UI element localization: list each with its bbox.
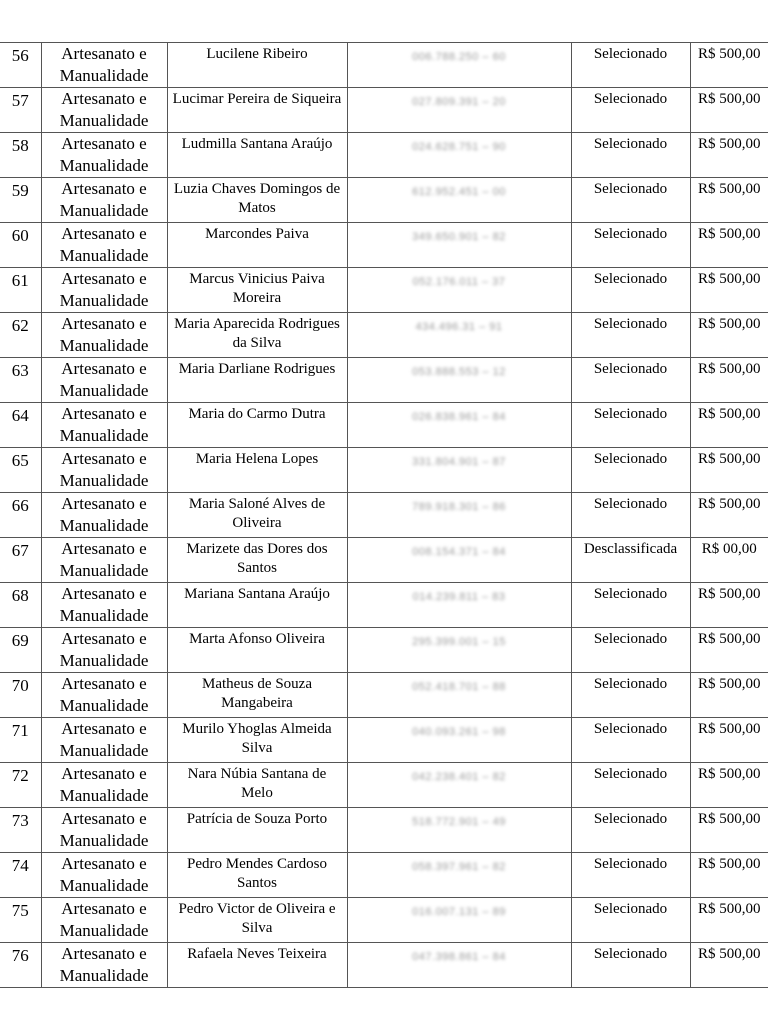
row-number: 73 (0, 808, 41, 853)
award-value: R$ 500,00 (690, 178, 768, 223)
category-cell: Artesanato e Manualidade (41, 628, 167, 673)
cpf-redacted (347, 358, 571, 403)
status-cell: Selecionado (571, 808, 690, 853)
results-table-body (0, 43, 768, 988)
status-cell: Selecionado (571, 43, 690, 88)
cpf-redacted (347, 943, 571, 988)
cpf-blurred-text: 349.650.901 – 82 (412, 231, 506, 243)
row-number: 68 (0, 583, 41, 628)
cpf-blurred-text: 058.397.961 – 82 (412, 861, 506, 873)
status-cell: Desclassificada (571, 538, 690, 583)
cpf-redacted (347, 403, 571, 448)
cpf-redacted (347, 853, 571, 898)
status-cell: Selecionado (571, 628, 690, 673)
status-cell: Selecionado (571, 448, 690, 493)
cpf-blurred-text: 052.418.701 – 88 (412, 681, 506, 693)
category-cell: Artesanato e Manualidade (41, 178, 167, 223)
status-cell: Selecionado (571, 223, 690, 268)
status-cell: Selecionado (571, 853, 690, 898)
applicant-name: Nara Núbia Santana de Melo (167, 763, 347, 808)
cpf-redacted (347, 133, 571, 178)
category-cell: Artesanato e Manualidade (41, 448, 167, 493)
category-cell: Artesanato e Manualidade (41, 538, 167, 583)
status-cell: Selecionado (571, 943, 690, 988)
status-cell: Selecionado (571, 763, 690, 808)
cpf-redacted (347, 268, 571, 313)
award-value: R$ 500,00 (690, 763, 768, 808)
cpf-redacted (347, 43, 571, 88)
table-row (0, 763, 768, 808)
table-row (0, 43, 768, 88)
applicant-name: Matheus de Souza Mangabeira (167, 673, 347, 718)
cpf-redacted (347, 763, 571, 808)
category-cell: Artesanato e Manualidade (41, 313, 167, 358)
row-number: 62 (0, 313, 41, 358)
cpf-redacted (347, 448, 571, 493)
award-value: R$ 500,00 (690, 673, 768, 718)
cpf-blurred-text: 047.398.861 – 84 (412, 951, 506, 963)
applicant-name: Lucilene Ribeiro (167, 43, 347, 88)
table-row (0, 403, 768, 448)
award-value: R$ 500,00 (690, 133, 768, 178)
cpf-blurred-text: 027.809.391 – 20 (412, 96, 506, 108)
status-cell: Selecionado (571, 403, 690, 448)
award-value: R$ 500,00 (690, 88, 768, 133)
cpf-blurred-text: 006.788.250 – 60 (412, 51, 506, 63)
award-value: R$ 500,00 (690, 718, 768, 763)
applicant-name: Maria Darliane Rodrigues (167, 358, 347, 403)
category-cell: Artesanato e Manualidade (41, 133, 167, 178)
cpf-blurred-text: 295.399.001 – 15 (412, 636, 506, 648)
row-number: 67 (0, 538, 41, 583)
applicant-name: Marcus Vinicius Paiva Moreira (167, 268, 347, 313)
category-cell: Artesanato e Manualidade (41, 223, 167, 268)
cpf-blurred-text: 434.496.31 – 91 (415, 321, 503, 333)
category-cell: Artesanato e Manualidade (41, 808, 167, 853)
cpf-blurred-text: 042.238.401 – 82 (412, 771, 506, 783)
row-number: 70 (0, 673, 41, 718)
cpf-redacted (347, 538, 571, 583)
category-cell: Artesanato e Manualidade (41, 583, 167, 628)
table-row (0, 853, 768, 898)
category-cell: Artesanato e Manualidade (41, 268, 167, 313)
status-cell: Selecionado (571, 313, 690, 358)
award-value: R$ 500,00 (690, 223, 768, 268)
row-number: 59 (0, 178, 41, 223)
status-cell: Selecionado (571, 88, 690, 133)
table-row (0, 88, 768, 133)
applicant-name: Pedro Mendes Cardoso Santos (167, 853, 347, 898)
category-cell: Artesanato e Manualidade (41, 493, 167, 538)
row-number: 71 (0, 718, 41, 763)
status-cell: Selecionado (571, 493, 690, 538)
category-cell: Artesanato e Manualidade (41, 403, 167, 448)
cpf-blurred-text: 024.628.751 – 90 (412, 141, 506, 153)
cpf-blurred-text: 014.239.811 – 83 (412, 591, 506, 603)
cpf-redacted (347, 628, 571, 673)
table-row (0, 628, 768, 673)
status-cell: Selecionado (571, 178, 690, 223)
cpf-blurred-text: 052.176.011 – 37 (412, 276, 506, 288)
row-number: 61 (0, 268, 41, 313)
category-cell: Artesanato e Manualidade (41, 898, 167, 943)
status-cell: Selecionado (571, 268, 690, 313)
row-number: 72 (0, 763, 41, 808)
status-cell: Selecionado (571, 358, 690, 403)
row-number: 64 (0, 403, 41, 448)
cpf-redacted (347, 313, 571, 358)
applicant-name: Rafaela Neves Teixeira (167, 943, 347, 988)
table-row (0, 133, 768, 178)
cpf-blurred-text: 026.838.961 – 84 (412, 411, 506, 423)
table-row (0, 178, 768, 223)
cpf-blurred-text: 008.154.371 – 84 (412, 546, 506, 558)
row-number: 74 (0, 853, 41, 898)
table-row (0, 673, 768, 718)
cpf-blurred-text: 040.093.261 – 98 (412, 726, 506, 738)
row-number: 60 (0, 223, 41, 268)
applicant-name: Lucimar Pereira de Siqueira (167, 88, 347, 133)
category-cell: Artesanato e Manualidade (41, 673, 167, 718)
applicant-name: Maria do Carmo Dutra (167, 403, 347, 448)
cpf-redacted (347, 673, 571, 718)
category-cell: Artesanato e Manualidade (41, 718, 167, 763)
cpf-blurred-text: 016.007.131 – 89 (412, 906, 506, 918)
award-value: R$ 500,00 (690, 448, 768, 493)
cpf-blurred-text: 053.888.553 – 12 (412, 366, 506, 378)
applicant-name: Marcondes Paiva (167, 223, 347, 268)
table-row (0, 223, 768, 268)
category-cell: Artesanato e Manualidade (41, 763, 167, 808)
category-cell: Artesanato e Manualidade (41, 43, 167, 88)
row-number: 65 (0, 448, 41, 493)
award-value: R$ 500,00 (690, 268, 768, 313)
applicant-name: Luzia Chaves Domingos de Matos (167, 178, 347, 223)
applicant-name: Marizete das Dores dos Santos (167, 538, 347, 583)
award-value: R$ 500,00 (690, 943, 768, 988)
results-table (0, 42, 768, 988)
applicant-name: Maria Saloné Alves de Oliveira (167, 493, 347, 538)
award-value: R$ 500,00 (690, 808, 768, 853)
table-row (0, 538, 768, 583)
table-row (0, 493, 768, 538)
award-value: R$ 500,00 (690, 403, 768, 448)
category-cell: Artesanato e Manualidade (41, 358, 167, 403)
table-row (0, 313, 768, 358)
category-cell: Artesanato e Manualidade (41, 943, 167, 988)
award-value: R$ 500,00 (690, 853, 768, 898)
table-row (0, 943, 768, 988)
cpf-redacted (347, 88, 571, 133)
cpf-redacted (347, 178, 571, 223)
cpf-blurred-text: 789.918.301 – 86 (412, 501, 506, 513)
cpf-blurred-text: 518.772.901 – 49 (412, 816, 506, 828)
category-cell: Artesanato e Manualidade (41, 853, 167, 898)
table-row (0, 808, 768, 853)
applicant-name: Maria Aparecida Rodrigues da Silva (167, 313, 347, 358)
applicant-name: Patrícia de Souza Porto (167, 808, 347, 853)
row-number: 69 (0, 628, 41, 673)
cpf-blurred-text: 331.804.901 – 87 (412, 456, 506, 468)
status-cell: Selecionado (571, 133, 690, 178)
table-row (0, 358, 768, 403)
status-cell: Selecionado (571, 898, 690, 943)
applicant-name: Marta Afonso Oliveira (167, 628, 347, 673)
applicant-name: Murilo Yhoglas Almeida Silva (167, 718, 347, 763)
status-cell: Selecionado (571, 673, 690, 718)
category-cell: Artesanato e Manualidade (41, 88, 167, 133)
applicant-name: Maria Helena Lopes (167, 448, 347, 493)
row-number: 75 (0, 898, 41, 943)
award-value: R$ 500,00 (690, 358, 768, 403)
table-row (0, 718, 768, 763)
status-cell: Selecionado (571, 583, 690, 628)
award-value: R$ 500,00 (690, 493, 768, 538)
row-number: 56 (0, 43, 41, 88)
table-row (0, 448, 768, 493)
cpf-redacted (347, 808, 571, 853)
cpf-redacted (347, 493, 571, 538)
table-row (0, 583, 768, 628)
applicant-name: Ludmilla Santana Araújo (167, 133, 347, 178)
award-value: R$ 500,00 (690, 43, 768, 88)
table-row (0, 898, 768, 943)
award-value: R$ 00,00 (690, 538, 768, 583)
applicant-name: Mariana Santana Araújo (167, 583, 347, 628)
cpf-blurred-text: 612.952.451 – 00 (412, 186, 506, 198)
cpf-redacted (347, 223, 571, 268)
table-row (0, 268, 768, 313)
row-number: 66 (0, 493, 41, 538)
status-cell: Selecionado (571, 718, 690, 763)
cpf-redacted (347, 718, 571, 763)
cpf-redacted (347, 898, 571, 943)
row-number: 57 (0, 88, 41, 133)
award-value: R$ 500,00 (690, 583, 768, 628)
row-number: 76 (0, 943, 41, 988)
award-value: R$ 500,00 (690, 898, 768, 943)
award-value: R$ 500,00 (690, 628, 768, 673)
row-number: 58 (0, 133, 41, 178)
cpf-redacted (347, 583, 571, 628)
row-number: 63 (0, 358, 41, 403)
award-value: R$ 500,00 (690, 313, 768, 358)
applicant-name: Pedro Victor de Oliveira e Silva (167, 898, 347, 943)
